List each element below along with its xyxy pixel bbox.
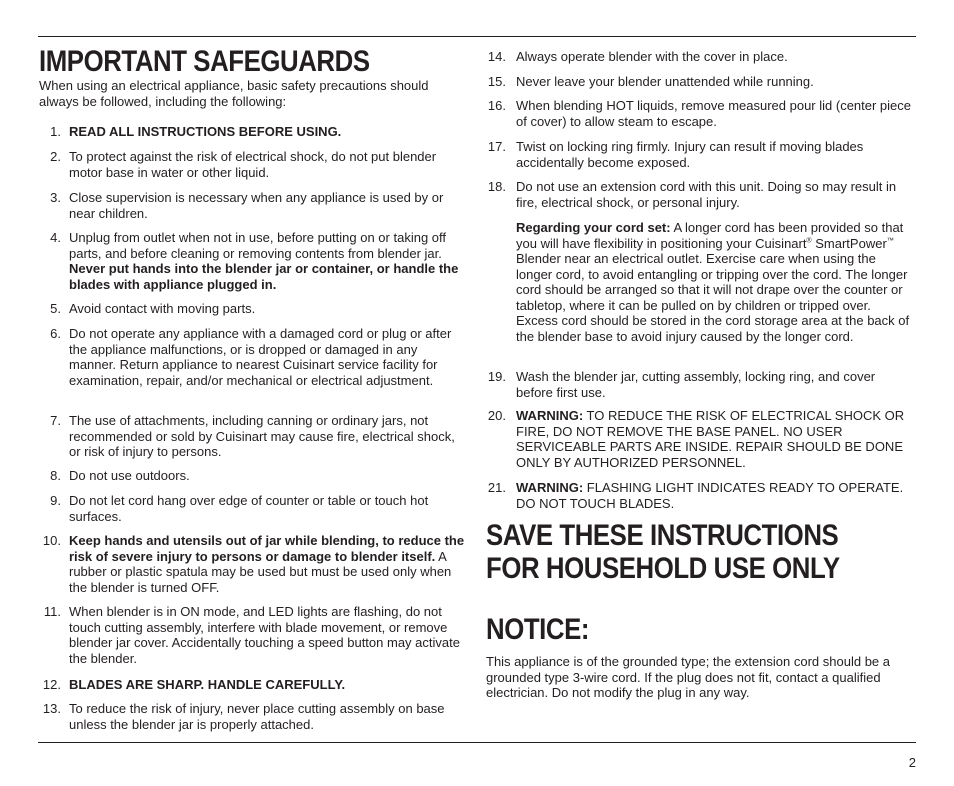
item-number: 20.	[487, 408, 506, 423]
item-text: TO REDUCE THE RISK OF ELECTRICAL SHOCK OR FIRE, DO NOT REMOVE THE BASE PANEL. NO USER SERVICEABLE PARTS ARE INSIDE. REPAIR SHOULD BE DONE ONLY BY AUTHORIZED PERSONNEL.	[516, 408, 905, 470]
item-number: 4.	[50, 230, 61, 245]
item-number: 15.	[487, 74, 506, 89]
page-number: 2	[908, 755, 916, 770]
item-number: 7.	[50, 413, 61, 428]
item-number: 8.	[50, 468, 61, 483]
item-number: 5.	[50, 301, 61, 316]
item-text: A rubber or plastic spatula may be used but must be used only when the blender is turned OFF.	[69, 548, 452, 595]
item-number: 9.	[50, 493, 61, 508]
item-text: Always operate blender with the cover in place.	[516, 49, 788, 64]
item-bold: BLADES ARE SHARP. HANDLE CAREFULLY.	[69, 677, 346, 692]
item-number: 19.	[487, 369, 506, 384]
notice-heading: NOTICE:	[486, 613, 590, 646]
item-number: 2.	[50, 149, 61, 164]
item-text: Wash the blender jar, cutting assembly, locking ring, and cover before first use.	[516, 369, 876, 400]
item-bold: Keep hands and utensils out of jar while blending, to reduce the risk of severe injury to persons or damage to blender itself.	[69, 533, 465, 564]
item-number: 1.	[50, 124, 61, 139]
item-number: 14.	[487, 49, 506, 64]
item-text: Close supervision is necessary when any appliance is used by or near children.	[69, 190, 444, 221]
item-bold: WARNING:	[516, 408, 584, 423]
registered-mark: ®	[806, 237, 812, 245]
item-text: The use of attachments, including canning or ordinary jars, not recommended or sold by Cuisinart may cause fire, electrical shock, or risk of injury to persons.	[69, 413, 455, 459]
item-text: To reduce the risk of injury, never place cutting assembly on base unless the blender jar is properly attached.	[69, 701, 445, 732]
item-number: 6.	[50, 326, 61, 341]
cord-set-text: SmartPower	[811, 235, 887, 251]
item-number: 18.	[487, 179, 506, 194]
item-text: To protect against the risk of electrical shock, do not put blender motor base in water or other liquid.	[69, 149, 437, 180]
item-text: Do not operate any appliance with a damaged cord or plug or after the appliance malfunctions, or is dropped or damaged in any manner. Return appliance to nearest Cuisinart service facility for examination, repair, and/or mechanical or electrical adjustment.	[69, 326, 452, 388]
bottom-rule	[38, 742, 916, 743]
item-number: 21.	[487, 480, 506, 495]
item-text: Twist on locking ring firmly. Injury can result if moving blades accidentally become exposed.	[516, 139, 864, 170]
item-number: 12.	[42, 677, 61, 692]
item-text: Never leave your blender unattended while running.	[516, 74, 814, 89]
cord-set-heading: Regarding your cord set:	[516, 220, 671, 235]
intro-text: When using an electrical appliance, basic safety precautions should always be followed, including the following:	[39, 78, 429, 109]
item-text: When blender is in ON mode, and LED lights are flashing, do not touch cutting assembly, interfere with blade movement, or remove blender jar cover. Accidentally touching a speed button may activate the blender.	[69, 604, 460, 666]
item-text: FLASHING LIGHT INDICATES READY TO OPERATE. DO NOT TOUCH BLADES.	[516, 480, 904, 511]
item-number: 16.	[487, 98, 506, 113]
item-text: Avoid contact with moving parts.	[69, 301, 256, 316]
item-text: Unplug from outlet when not in use, before putting on or taking off parts, and before cleaning or removing contents from blender jar.	[69, 230, 446, 261]
item-bold: Never put hands into the blender jar or container, or handle the blades with appliance plugged in.	[69, 261, 459, 292]
item-bold: WARNING:	[516, 480, 584, 495]
item-number: 10.	[42, 533, 61, 548]
notice-text: This appliance is of the grounded type; the extension cord should be a grounded type 3-wire cord. If the plug does not fit, contact a qualified electrician. Do not modify the plug in any way.	[486, 654, 890, 700]
cord-set-text: Blender near an electrical outlet. Exercise care when using the longer cord, to avoid entangling or tripping over the cord. The longer cord should be arranged so that it will not drape over the counter or tabletop, where it can be pulled on by children or tripped over. Excess cord should be stored in the cord storage area at the back of the blender base to avoid injury caused by the longer cord.	[516, 251, 910, 344]
item-text: Do not use an extension cord with this unit. Doing so may result in fire, electrical shock, or personal injury.	[516, 179, 897, 210]
item-number: 11.	[43, 604, 61, 619]
item-number: 13.	[42, 701, 61, 716]
item-text: Do not use outdoors.	[69, 468, 190, 483]
cord-set-text: A longer cord has been provided so that you will have flexibility in positioning your Cuisinart	[516, 220, 904, 251]
item-text: When blending HOT liquids, remove measured pour lid (center piece of cover) to allow steam to escape.	[516, 98, 912, 129]
trademark-mark: ™	[886, 237, 894, 245]
top-rule	[38, 36, 916, 37]
item-bold: READ ALL INSTRUCTIONS BEFORE USING.	[69, 124, 342, 139]
save-heading-line2: FOR HOUSEHOLD USE ONLY	[486, 552, 840, 585]
item-text: Do not let cord hang over edge of counter or table or touch hot surfaces.	[69, 493, 429, 524]
page-title: IMPORTANT SAFEGUARDS	[39, 45, 370, 78]
item-number: 3.	[50, 190, 61, 205]
item-number: 17.	[487, 139, 506, 154]
save-heading-line1: SAVE THESE INSTRUCTIONS	[486, 519, 839, 552]
